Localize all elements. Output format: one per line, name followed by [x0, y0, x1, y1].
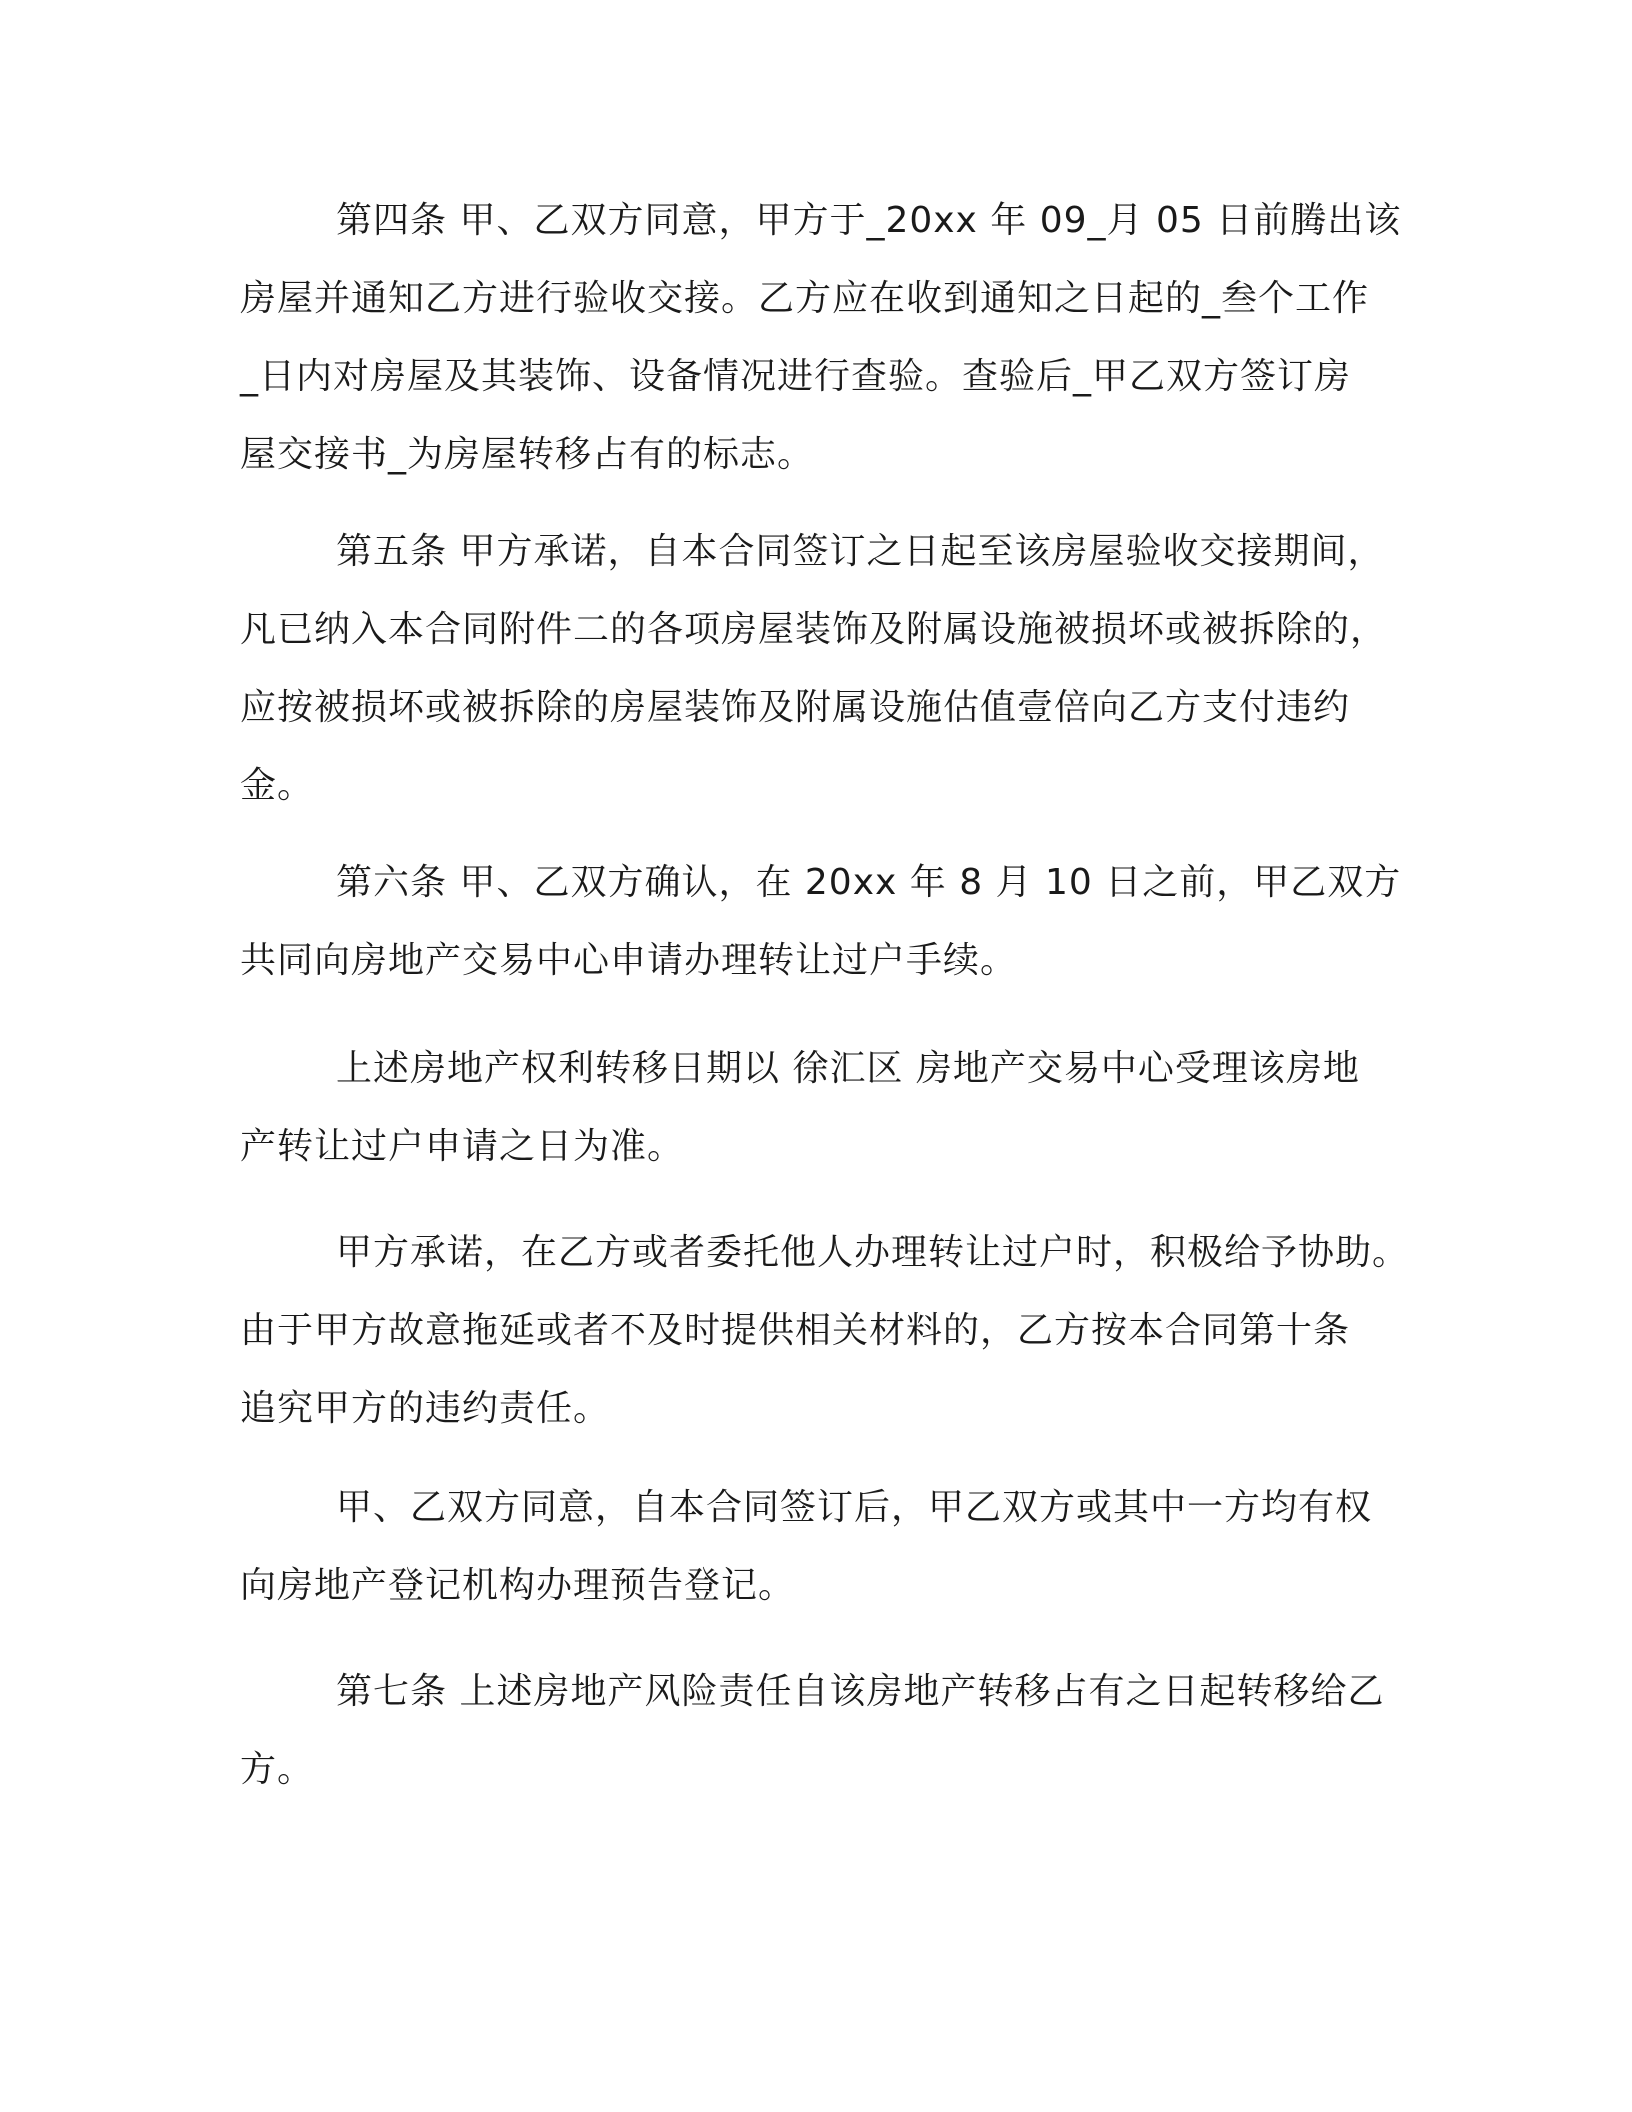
text-line: 第六条 甲、乙双方确认，在 20xx 年 8 月 10 日之前，甲乙双方: [336, 862, 1402, 903]
text-line: 产转让过户申请之日为准。: [240, 1126, 685, 1167]
text-line: 方。: [240, 1749, 315, 1790]
text-line: 甲方承诺，在乙方或者委托他人办理转让过户时，积极给予协助。: [336, 1232, 1410, 1273]
paragraph-article-5: [240, 513, 1390, 825]
paragraph-pre-registration: [240, 1469, 1390, 1625]
text-line: 凡已纳入本合同附件二的各项房屋装饰及附属设施被损坏或被拆除的，: [240, 609, 1388, 650]
text-line: 第五条 甲方承诺，自本合同签订之日起至该房屋验收交接期间，: [336, 531, 1385, 572]
paragraph-article-4: [240, 182, 1402, 494]
text-line: 向房地产登记机构办理预告登记。: [240, 1565, 796, 1606]
text-line: 房屋并通知乙方进行验收交接。乙方应在收到通知之日起的_叁个工作: [240, 278, 1370, 319]
text-line: 共同向房地产交易中心申请办理转让过户手续。: [240, 940, 1018, 981]
paragraph-article-7: [240, 1653, 1390, 1809]
text-line: 金。: [240, 765, 315, 806]
text-line: 屋交接书_为房屋转移占有的标志。: [240, 434, 815, 475]
paragraph-transfer-date: [240, 1030, 1390, 1186]
text-line: 第四条 甲、乙双方同意，甲方于_20xx 年 09_月 05 日前腾出该: [336, 200, 1402, 241]
text-line: 由于甲方故意拖延或者不及时提供相关材料的，乙方按本合同第十条: [240, 1310, 1351, 1351]
text-line: 甲、乙双方同意，自本合同签订后，甲乙双方或其中一方均有权: [336, 1487, 1373, 1528]
paragraph-party-a-promise: [240, 1214, 1410, 1448]
text-line: 上述房地产权利转移日期以 徐汇区 房地产交易中心受理该房地: [336, 1048, 1360, 1089]
paragraph-article-6: [240, 844, 1402, 1000]
text-line: 第七条 上述房地产风险责任自该房地产转移占有之日起转移给乙: [336, 1671, 1385, 1712]
text-line: _日内对房屋及其装饰、设备情况进行查验。查验后_甲乙双方签订房: [240, 356, 1352, 397]
text-line: 追究甲方的违约责任。: [240, 1388, 611, 1429]
text-line: 应按被损坏或被拆除的房屋装饰及附属设施估值壹倍向乙方支付违约: [240, 687, 1351, 728]
